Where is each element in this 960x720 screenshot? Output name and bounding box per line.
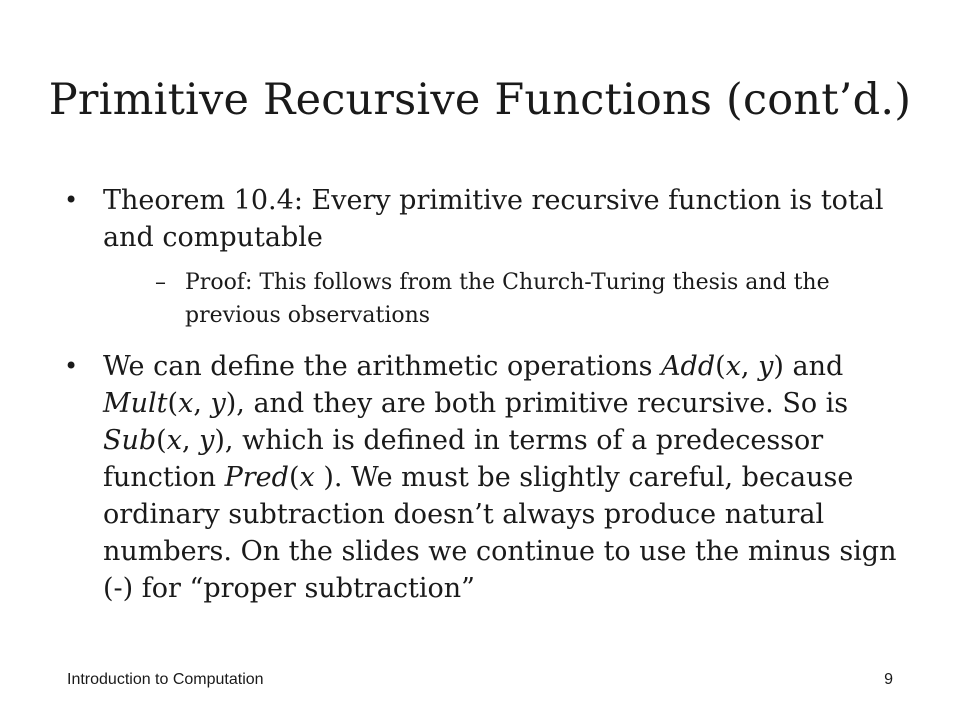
pred-function-name: Pred <box>224 462 289 493</box>
add-comma: , <box>740 351 759 382</box>
arithmetic-text-1: We can define the arithmetic operations <box>103 351 662 382</box>
arithmetic-text-5: ). We must be slightly careful, because ordinary subtraction doesn’t always produce natural numbers. On the slides we continue to use the minus sign (-) for “proper subtraction” <box>103 462 897 604</box>
sub-variable-x: x <box>166 425 182 456</box>
mult-variable-y: y <box>210 388 226 419</box>
bullet-theorem <box>62 182 912 332</box>
sub-bullet-marker: – <box>155 270 166 295</box>
arithmetic-text-3: ), and they are both primitive recursive. So is <box>225 388 849 419</box>
add-function-name: Add <box>661 351 716 382</box>
mult-function-name: Mult <box>103 388 168 419</box>
bullet-arithmetic-operations <box>62 348 912 607</box>
pred-variable-x: x <box>299 462 315 493</box>
slide-title: Primitive Recursive Functions (cont’d.) <box>48 75 912 125</box>
sub-comma: , <box>181 425 200 456</box>
slide-body <box>62 182 912 607</box>
sub-variable-y: y <box>199 425 215 456</box>
arithmetic-text-4: ), which is defined in terms of a predecessor function <box>103 425 824 493</box>
bullet-marker: • <box>64 352 79 380</box>
mult-variable-x: x <box>178 388 194 419</box>
add-open-paren: ( <box>715 351 726 382</box>
arithmetic-text-2: ) and <box>773 351 844 382</box>
footer-course-title: Introduction to Computation <box>67 671 264 688</box>
proof-text: Proof: This follows from the Church-Turing thesis and the previous observations <box>185 270 830 328</box>
mult-open-paren: ( <box>167 388 179 419</box>
add-variable-x: x <box>725 351 741 382</box>
pred-open-paren: ( <box>288 462 300 493</box>
sub-bullet-proof <box>103 266 912 332</box>
page-number: 9 <box>884 671 893 688</box>
mult-comma: , <box>193 388 211 419</box>
sub-open-paren: ( <box>156 425 167 456</box>
bullet-marker: • <box>64 186 79 214</box>
sub-function-name: Sub <box>103 425 157 456</box>
theorem-text: Theorem 10.4: Every primitive recursive function is total and computable <box>103 185 884 253</box>
add-variable-y: y <box>758 351 774 382</box>
